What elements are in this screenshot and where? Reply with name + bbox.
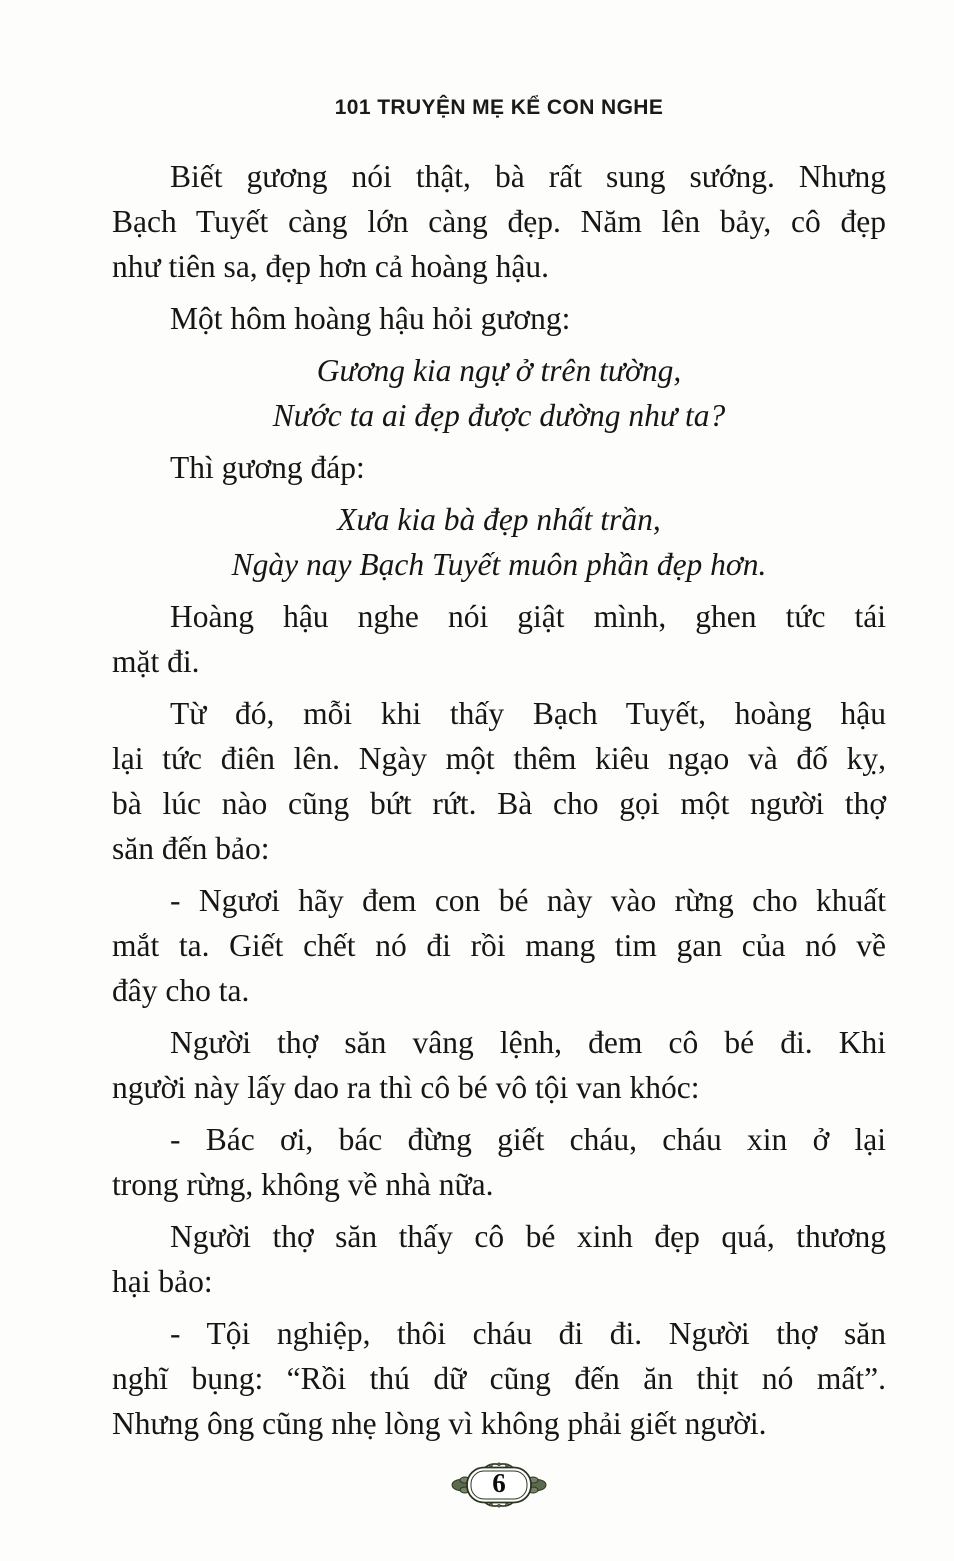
- text-line: như tiên sa, đẹp hơn cả hoàng hậu.: [112, 249, 549, 284]
- text-line: trong rừng, không về nhà nữa.: [112, 1167, 494, 1202]
- text-line: Người thợ săn thấy cô bé xinh đẹp quá, thương: [170, 1219, 886, 1254]
- text-line: hại bảo:: [112, 1264, 213, 1299]
- page-footer: [112, 1461, 886, 1507]
- text-line: mặt đi.: [112, 644, 200, 679]
- page-number: 6: [492, 1467, 506, 1498]
- text-line: Biết gương nói thật, bà rất sung sướng. Nhưng: [170, 159, 886, 194]
- text-line: Bạch Tuyết càng lớn càng đẹp. Năm lên bảy, cô đẹp: [112, 204, 886, 239]
- text-line: Thì gương đáp:: [170, 450, 365, 485]
- text-line: Hoàng hậu nghe nói giật mình, ghen tức tái: [170, 599, 886, 634]
- verse-line: Xưa kia bà đẹp nhất trần,: [337, 502, 661, 537]
- text-line: người này lấy dao ra thì cô bé vô tội van khóc:: [112, 1070, 700, 1105]
- paragraph: [112, 1020, 886, 1110]
- paragraph: [112, 594, 886, 684]
- text-line: Một hôm hoàng hậu hỏi gương:: [170, 301, 571, 336]
- paragraph-dialogue: [112, 1117, 886, 1207]
- text-line: - Tội nghiệp, thôi cháu đi đi. Người thợ săn: [170, 1316, 886, 1351]
- verse-line: Ngày nay Bạch Tuyết muôn phần đẹp hơn.: [231, 547, 767, 582]
- verse-line: Gương kia ngự ở trên tường,: [316, 353, 682, 388]
- text-line: - Ngươi hãy đem con bé này vào rừng cho khuất: [170, 883, 886, 918]
- verse-line: Nước ta ai đẹp được dường như ta?: [272, 398, 726, 433]
- paragraph-dialogue: [112, 878, 886, 1013]
- paragraph: [112, 445, 886, 490]
- text-line: đây cho ta.: [112, 973, 250, 1008]
- text-line: Từ đó, mỗi khi thấy Bạch Tuyết, hoàng hậu: [170, 696, 886, 731]
- running-head: 101 TRUYỆN MẸ KỂ CON NGHE: [334, 96, 664, 119]
- text-line: săn đến bảo:: [112, 831, 270, 866]
- verse: [112, 348, 886, 438]
- text-line: mắt ta. Giết chết nó đi rồi mang tim gan của nó về: [112, 928, 886, 963]
- story-text: [112, 154, 886, 1453]
- page-number-ornament: [451, 1461, 547, 1507]
- text-line: bà lúc nào cũng bứt rứt. Bà cho gọi một người thợ: [112, 786, 886, 821]
- text-line: lại tức điên lên. Ngày một thêm kiêu ngạo và đố kỵ,: [112, 741, 886, 776]
- paragraph: [112, 154, 886, 289]
- text-line: Nhưng ông cũng nhẹ lòng vì không phải giết người.: [112, 1406, 767, 1441]
- paragraph: [112, 1214, 886, 1304]
- text-line: nghĩ bụng: “Rồi thú dữ cũng đến ăn thịt nó mất”.: [112, 1361, 886, 1396]
- text-line: - Bác ơi, bác đừng giết cháu, cháu xin ở lại: [170, 1122, 886, 1157]
- paragraph-dialogue: [112, 1311, 886, 1446]
- paragraph: [112, 296, 886, 341]
- verse: [112, 497, 886, 587]
- paragraph: [112, 691, 886, 871]
- text-line: Người thợ săn vâng lệnh, đem cô bé đi. Khi: [170, 1025, 886, 1060]
